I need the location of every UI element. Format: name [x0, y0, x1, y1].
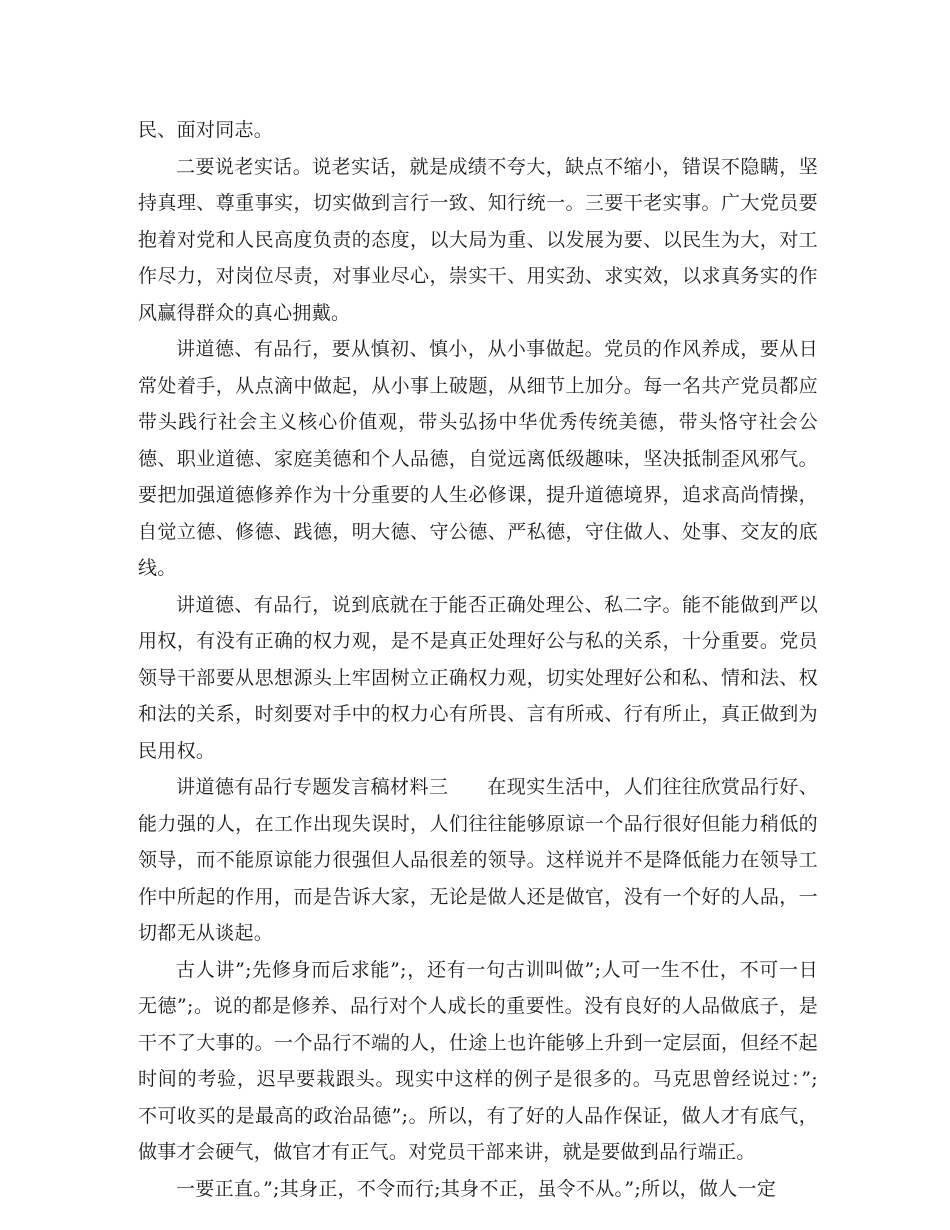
paragraph-7: 一要正直。”;其身正，不令而行;其身不正，虽令不从。”;所以，做人一定 — [176, 1177, 777, 1200]
paragraph-3: 讲道德、有品行，要从慎初、慎小，从小事做起。党员的作风养成，要从日常处着手，从点滴中做起，从小事上破题，从细节上加分。每一名共产党员都应带头践行社会主义核心价值观，带头弘扬中华优秀传统美德，带头恪守社会公德、职业道德、家庭美德和个人品德，自觉远离低级趣味，坚决抵制歪风邪气。要把加强道德修养作为十分重要的人生必修课，提升道德境界，追求高尚情操，自觉立德、修德、践德，明大德、守公德、严私德，守住做人、处事、交友的底线。 — [138, 338, 818, 579]
paragraph-1: 民、面对同志。 — [138, 119, 274, 141]
paragraph-5: 讲道德有品行专题发言稿材料三 在现实生活中，人们往往欣赏品行好、能力强的人，在工作出现失误时，人们往往能够原谅一个品行很好但能力稍低的领导，而不能原谅能力很强但人品很差的领导。这样说并不是降低能力在领导工作中所起的作用，而是告诉大家，无论是做人还是做官，没有一个好的人品，一切都无从谈起。 — [138, 776, 818, 944]
document-body — [138, 112, 818, 1207]
paragraph-6: 古人讲”;先修身而后求能”;，还有一句古训叫做”;人可一生不仕，不可一日无德”;。说的都是修养、品行对个人成长的重要性。没有良好的人品做底子，是干不了大事的。一个品行不端的人，仕途上也许能够上升到一定层面，但经不起时间的考验，迟早要栽跟头。现实中这样的例子是很多的。马克思曾经说过：”;不可收买的是最高的政治品德”;。所以，有了好的人品作保证，做人才有底气，做事才会硬气，做官才有正气。对党员干部来讲，就是要做到品行端正。 — [138, 958, 818, 1163]
paragraph-4: 讲道德、有品行，说到底就在于能否正确处理公、私二字。能不能做到严以用权，有没有正确的权力观，是不是真正处理好公与私的关系，十分重要。党员领导干部要从思想源头上牢固树立正确权力观，切实处理好公和私、情和法、权和法的关系，时刻要对手中的权力心有所畏、言有所戒、行有所止，真正做到为民用权。 — [138, 593, 818, 762]
paragraph-2: 二要说老实话。说老实话，就是成绩不夸大，缺点不缩小，错误不隐瞒，坚持真理、尊重事实，切实做到言行一致、知行统一。三要干老实事。广大党员要抱着对党和人民高度负责的态度，以大局为重、以发展为要、以民生为大，对工作尽力，对岗位尽责，对事业尽心，崇实干、用实劲、求实效，以求真务实的作风赢得群众的真心拥戴。 — [138, 155, 818, 324]
